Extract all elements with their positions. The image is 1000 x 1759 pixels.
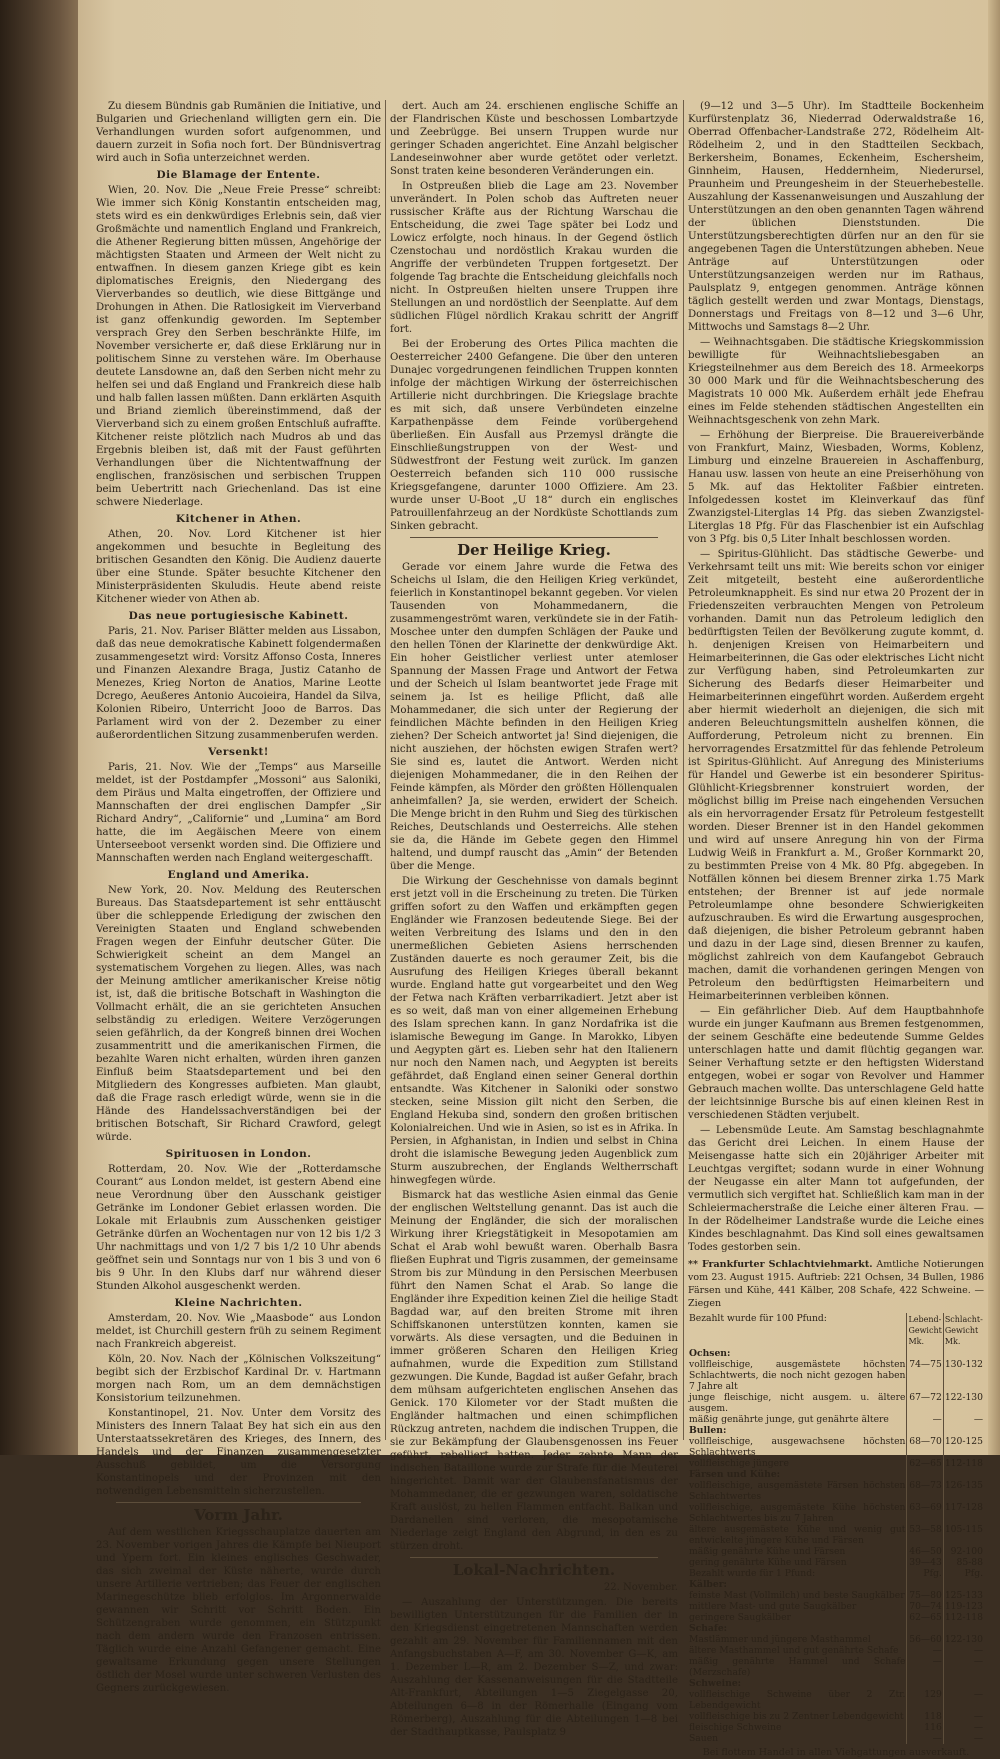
price-slaughter-weight: 130-132 — [943, 1359, 984, 1392]
price-live-weight: 39—43 — [907, 1557, 943, 1568]
article-versenkt: Paris, 21. Nov. Wie der „Temps“ aus Marseille meldet, ist der Postdampfer „Mossoni“ aus Saloniki, dem Piräus und Malta eingetroffen, der Offiziere und Mannschaften der drei englischen Dampfer „Sir Richard Andry“, „Californie“ und „Lumina“ am Bord hatte, die im Aegäischen Meere von einem Unterseeboot versenkt worden sind. Die Offiziere und Mannschaften werden nach England weitergeschafft. — [96, 762, 381, 864]
price-row — [688, 1656, 984, 1678]
price-row — [688, 1546, 984, 1557]
price-row — [688, 1392, 984, 1414]
price-live-weight: — — [907, 1656, 943, 1678]
price-row — [688, 1524, 984, 1546]
price-category-row — [688, 1579, 984, 1590]
price-row-label: ältere ausgemästete Kühe und wenig gut entwickelte jüngere Kühe und Färsen — [689, 1524, 906, 1546]
article-heilige-krieg-1: Gerade vor einem Jahre wurde die Fetwa des Scheichs ul Islam, die den Heiligen Krieg verkündet, feierlich in Konstantinopel bekannt gegeben. Vor vielen Tausenden von Mohammedanern, die zusammengeströmt waren, verkündete sie in der Fatih-Moschee unter den dumpfen Schlägen der Pauke und den hellen Tönen der Klarinette der denkwürdige Akt. Ein hoher Geistlicher verliest unter atemloser Spannung der Massen Frage und Antwort der Fetwa und der Scheich ul Islam beantwortet jede Frage mit seinem ja. Ist es heilige Pflicht, daß alle Mohammedaner, die sich unter der Regierung der feindlichen Mächte befinden in den Heiligen Krieg ziehen? Der Scheich antwortet ja! Sind diejenigen, die nicht ausziehen, der höchsten ewigen Strafen wert? Sie sind es, lautet die Antwort. Werden nicht diejenigen Mohammedaner, die in den Reihen der Feinde kämpfen, als Mörder den größten Höllenqualen anheimfallen? Ja, sie werden, erwidert der Scheich. Die Menge bricht in den Ruhm und Sieg des türkischen Reiches, Deutschlands und Oesterreichs. Alle stehen sie da, die Hände im Gebete gegen den Himmel haltend, und dumpf rauscht das „Amin“ der Betenden über die Menge. — [390, 562, 678, 872]
price-slaughter-weight — [943, 1623, 984, 1634]
article-blamage-entente: Wien, 20. Nov. Die „Neue Freie Presse“ schreibt: Wie immer sich König Konstantin entscheiden mag, stets wird es ein denkwürdiges Erlebnis sein, daß vier Großmächte und namentlich England und Frankreich, die Athener Regierung bitten müssen, Angehörige der mächtigsten Staaten und Armeen der Welt nicht zu entwaffnen. In diesem ganzen Kriege gibt es kein diplomatisches Ereignis, den Niedergang des Vierverbandes so deutlich, wie diese Bittgänge und Drohungen in Athen. Die Ratlosigkeit im Vierverband ist ganz offenkundig geworden. Im September versprach Grey den Serben beschränkte Hilfe, im November versicherte er, daß diese Erklärung nur in politischem Sinne zu verstehen wäre. Im Oberhause deutete Lansdowne an, daß den Serben nicht mehr zu helfen sei und daß England und Frankreich diese halb und halb fallen lassen müßten. Dann erklärten Asquith und Briand ziemlich übereinstimmend, daß der Vierverband sich zu einem großen Entschluß aufraffte. Kitchener reiste plötzlich nach Mudros ab und das Ergebnis bleiben ist, daß mit der Faust geführten Verhandlungen über die Nichtentwaffnung der englischen, französischen und serbischen Truppen beim Uebertritt nach Griechenland. Das ist eine schwere Niederlage. — [96, 185, 381, 508]
vorm-jahr-pilica: Bei der Eroberung des Ortes Pilica machten die Oesterreicher 2400 Gefangene. Die über den unteren Dunajec vorgedrungenen feindlichen Truppen konnten infolge der mächtigen Wirkung der österreichischen Artillerie nicht durchbringen. Die Kriegslage brachte es mit sich, daß unsere Verbündeten einzelne Karpathenpässe dem Feinde vorübergehend überließen. Ein Ausfall aus Przemysl drängte die Einschließungstruppen von der West- und Südwestfront der Festung weit zurück. Im ganzen Oesterreich befanden sich 110 000 russische Kriegsgefangene, darunter 1000 Offiziere. Am 23. wurde unser U-Boot „U 18“ durch ein englisches Patrouillenfahrzeug an der Nordküste Schottlands zum Sinken gebracht. — [390, 339, 678, 532]
price-category-row — [688, 1348, 984, 1359]
price-slaughter-weight: — — [943, 1722, 984, 1733]
price-slaughter-weight: 120-125 — [943, 1436, 984, 1458]
price-row-label: vollfleischige, ausgemästete höchsten Schlachtwerts, die noch nicht gezogen haben 7 Jahre alt — [689, 1359, 906, 1392]
heading-spirituosen-london: Spirituosen in London. — [165, 1148, 312, 1160]
price-slaughter-weight: 112-118 — [944, 1612, 983, 1623]
price-live-weight — [907, 1678, 943, 1689]
price-row-label: mäßig genährte Kühe und Färsen — [689, 1546, 846, 1557]
price-live-weight: 62—65 — [907, 1612, 943, 1623]
price-row — [688, 1359, 984, 1392]
heading-portuguese-cabinet: Das neue portugiesische Kabinett. — [128, 610, 349, 622]
price-slaughter-weight: — — [943, 1733, 984, 1744]
heading-blamage-entente: Die Blamage der Entente. — [156, 169, 321, 181]
article-lebensmuede-leute: — Lebensmüde Leute. Am Samstag beschlagnahmte das Gericht drei Leichen. In einem Hause der Meisengasse hatte sich ein 20jähriger Arbeiter mit Leuchtgas vergiftet; sodann wurde in einer Wohnung der Neugasse ein alter Mann tot aufgefunden, der vermutlich sich vergiftet hat. Schließlich kam man in der Schleiermacherstraße die Leiche einer älteren Frau. — In der Rödelheimer Landstraße wurde die Leiche eines Kindes beschlagnahmt. Das Kind soll eines gewaltsamen Todes gestorben sein. — [688, 1125, 984, 1253]
price-slaughter-weight — [943, 1579, 984, 1590]
price-slaughter-weight: 105-115 — [943, 1524, 984, 1546]
price-row — [688, 1733, 984, 1744]
news-item-amsterdam: Amsterdam, 20. Nov. Wie „Maasbode“ aus London meldet, ist Churchill gestern früh zu seinem Regiment nach Frankreich abgereist. — [96, 1313, 381, 1350]
newspaper-page — [78, 0, 1000, 1758]
lokal-dateline: 22. November. — [603, 1582, 678, 1593]
price-slaughter-weight: 119-123 — [944, 1601, 983, 1612]
news-item-konstantinopel: Konstantinopel, 21. Nov. Unter dem Vorsitz des Ministers des Innern Talaat Bey hat sich ein aus den Unterstaatssekretären des Krieges, des Innern, des Handels und der Finanzen zusammengesetzter Ausschuß gebildet, um die Versorgung Konstantinopels und der Provinzen mit den notwendigen Lebensmitteln sicherzustellen. — [96, 1408, 381, 1497]
column-2 — [390, 100, 678, 1738]
price-live-weight: — — [907, 1645, 943, 1656]
price-row-label: Ochsen: — [689, 1348, 731, 1359]
price-slaughter-weight: 92-100 — [943, 1546, 984, 1557]
article-portuguese-cabinet: Paris, 21. Nov. Pariser Blätter melden aus Lissabon, daß das neue demokratische Kabinett folgendermaßen zusammengesetzt wird: Vorsitz Affonso Costa, Inneres und Finanzen Alexandre Braga, Justiz Catanho de Menezes, Krieg Norton de Anatios, Marine Leotte Dcrego, Aeußeres Antonio Aucoieira, Handel da Silva, Kolonien Ribeiro, Unterricht Jooo de Barros. Das Parlament wird von der 2. Dezember zu einer außerordentlichen Sitzung zusammenberufen werden. — [96, 626, 381, 741]
heading-kitchener-athen: Kitchener in Athen. — [175, 513, 302, 525]
price-live-weight: 74—75 — [907, 1359, 943, 1392]
heading-heilige-krieg: Der Heilige Krieg. — [457, 541, 611, 559]
price-live-weight: 63—69 — [907, 1502, 943, 1524]
column-3 — [688, 100, 984, 1758]
price-slaughter-weight: 126-135 — [943, 1480, 984, 1502]
price-row — [688, 1689, 984, 1711]
price-category-row — [688, 1678, 984, 1689]
price-row-label: vollfleischige Schweine über 2 Ztr. Lebendgewicht — [689, 1689, 906, 1711]
price-slaughter-weight: — — [943, 1689, 984, 1711]
price-slaughter-weight — [943, 1425, 984, 1436]
price-row-label: fleischige Schweine — [689, 1722, 782, 1733]
price-row — [688, 1480, 984, 1502]
price-row-label: vollfleischige jüngere — [689, 1458, 789, 1469]
price-live-weight: — — [907, 1733, 943, 1744]
price-row-label: gering genährte Kühe und Färsen — [689, 1557, 847, 1568]
price-row-label: mäßig genährte junge, gut genährte ältere — [689, 1414, 889, 1425]
vorm-jahr-continued: dert. Auch am 24. erschienen englische Schiffe an der Flandrischen Küste und beschossen Lombartzyde und Zeebrügge. Bei unsern Truppen wurde nur geringer Schaden angerichtet. Eine Anzahl belgischer Landeseinwohner aber wurde getötet oder verletzt. Sonst traten keine besonderen Veränderungen ein. — [390, 101, 678, 177]
price-row — [688, 1590, 984, 1601]
price-row — [688, 1722, 984, 1733]
page-edge — [988, 0, 1000, 1455]
price-slaughter-weight — [943, 1678, 984, 1689]
price-slaughter-weight: — — [943, 1656, 984, 1678]
unterstuetzungen-continued: (9—12 und 3—5 Uhr). Im Stadtteile Bockenheim Kurfürstenplatz 36, Niederrad Oderwaldstraße 16, Oberrad Offenbacher-Landstraße 272, Rödelheim Alt-Rödelheim 2, und in den Stadtteilen Seckbach, Berkersheim, Bonames, Eckenheim, Eschersheim, Ginnheim, Hausen, Heddernheim, Niederursel, Praunheim und Preungesheim in der Steuerhebestelle. Auszahlung der Kassenanweisungen und Auszahlung der Unterstützungen an den oben genannten Tagen während der üblichen Dienststunden. Die Unterstützungsberechtigten dürfen nur an den für sie angegebenen Tagen die Unterstützungen abheben. Neue Anträge auf Unterstützungen oder Unterstützungsanzeigen werden nur im Rathaus, Paulsplatz 9, entgegen genommen. Anträge können täglich gestellt werden und zwar Montags, Dienstags, Donnerstags und Freitags von 8—12 und 3—6 Uhr, Mittwochs und Samstags 8—2 Uhr. — [688, 101, 984, 333]
article-vorm-jahr: Auf dem westlichen Kriegsschauplatze dauerten am 23. November vorigen Jahres die Kämpfe bei Nieuport und Ypern fort. Ein kleines englisches Geschwader, das sich zweimal der Küste näherte, wurde durch unsere Artillerie vertrieben; das Feuer der englischen Marinegeschütze blieb erfolglos. Im Argonnerwalde gewannen wir Schritt vor Schritt Boden. Ein Schützengraben wurde genommen, ein Stützpunkt nach dem andern wurde den Franzosen entrissen. Täglich wurde eine Anzahl Gefangener gemacht. Eine gewaltsame Erkundung gegen unsere Stellungen östlich der Mosel wurde unter schweren Verlusten des Gegners zurückgewiesen. — [96, 1527, 381, 1694]
heading-versenkt: Versenkt! — [208, 746, 269, 758]
article-england-amerika: New York, 20. Nov. Meldung des Reuterschen Bureaus. Das Staatsdepartement ist sehr enttäuscht über die schleppende Erledigung der zwischen den Vereinigten Staaten und England schwebenden Fragen wegen der Einfuhr deutscher Güter. Die Schwierigkeit scheint an dem Mangel an systematischem Vorgehen zu liegen. Alles, was nach der Meinung amtlicher amerikanischer Kreise nötig ist, ist, daß die britische Botschaft in Washington die Vollmacht erhält, die an sie gerichteten Ansuchen selbständig zu erledigen. Weitere Verzögerungen seien gefährlich, da der Kongreß binnen drei Wochen zusammentritt und die amerikanischen Firmen, die bezahlte Waren nicht erhalten, würden ihren ganzen Einfluß beim Staatsdepartement und bei den Mitgliedern des Kongresses aufbieten. Man glaubt, daß die Frage rasch erledigt würde, wenn sie in die Hände des Handelssachverständigen bei der britischen Botschaft, Sir Richard Crawford, gelegt würde. — [96, 885, 381, 1143]
price-row-label: Schafe: — [689, 1623, 728, 1634]
price-live-weight — [907, 1579, 943, 1590]
news-item-koeln: Köln, 20. Nov. Nach der „Kölnischen Volkszeitung“ begibt sich der Erzbischof Kardinal Dr. v. Hartmann morgen nach Rom, um an dem demnächstigen Konsistorium teilzunehmen. — [96, 1354, 381, 1404]
price-row-label: mittlere Mast- und gute Saugkälber — [689, 1601, 857, 1612]
price-row-label: junge fleischige, nicht ausgem. u. ältere ausgem. — [689, 1392, 906, 1414]
price-row — [688, 1557, 984, 1568]
price-row — [688, 1502, 984, 1524]
price-live-weight — [907, 1623, 943, 1634]
price-slaughter-weight — [943, 1348, 984, 1359]
article-spirituosen-london: Rotterdam, 20. Nov. Wie der „Rotterdamsche Courant“ aus London meldet, ist gestern Abend eine neue Verordnung über den Ausschank geistiger Getränke im Londoner Gebiet erlassen worden. Die Lokale mit Erlaubnis zum Ausschenken geistiger Getränke dürfen an Wochentagen nur von 12 bis 1/2 3 Uhr nachmittags und von 1/2 7 bis 1/2 10 Uhr abends geöffnet sein und Sonntags nur von 1 bis 3 und von 6 bis 9 Uhr. In den Klubs darf nur während dieser Stunden Alkohol ausgeschenkt werden. — [96, 1164, 381, 1292]
market-report-header — [688, 1258, 984, 1310]
vorm-jahr-ostpreussen: In Ostpreußen blieb die Lage am 23. November unverändert. In Polen schob das Auftreten neuer russischer Kräfte aus der Richtung Warschau die Entscheidung, die zwei Tage später bei Lodz und Lowicz erfolgte, noch hinaus. In der Gegend östlich Czenstochau und nordöstlich Krakau wurden die Angriffe der verbündeten Truppen fortgesetzt. Der folgende Tag brachte die Entscheidung gleichfalls noch nicht. In Ostpreußen hielten unsere Truppen ihre Stellungen an und nordöstlich der Seenplatte. Auf dem südlichen Flügel nördlich Krakau schritt der Angriff fort. — [390, 181, 678, 335]
price-live-weight: — — [907, 1414, 943, 1425]
price-row — [688, 1634, 984, 1645]
article-spiritus-gluehlicht: — Spiritus-Glühlicht. Das städtische Gewerbe- und Verkehrsamt teilt uns mit: Wie bereits schon vor einiger Zeit mitgeteilt, besteht eine außerordentliche Petroleumknappheit. Es sind nur etwa 20 Prozent der in Friedenszeiten verbrauchten Mengen von Petroleum vorhanden. Damit nun das Petroleum lediglich den bedürftigsten Teilen der Bevölkerung zugute kommt, d. h. denjenigen Kreisen von Heimarbeitern und Heimarbeiterinnen, die Gas oder elektrisches Licht nicht zur Verfügung haben, sind Petroleumkarten zur Sicherung des Bedarfs dieser Heimarbeiter und Heimarbeiterinnen eingeführt worden. Außerdem ergeht aber hiermit wiederholt an diejenigen, die sich mit anderen Beleuchtungsmitteln aushelfen können, die Aufforderung, Petroleum nicht zu brennen. Ein hervorragendes Ersatzmittel für das fehlende Petroleum ist Spiritus-Glühlicht. Auf Anregung des Ministeriums für Handel und Gewerbe ist ein besonderer Spiritus-Glühlicht-Kriegsbrenner konstruiert worden, der möglichst billig im Preise nach eingehenden Versuchen als ein hervorragender Ersatz für Petroleum festgestellt worden. Dieser Brenner ist in den Handel gekommen und wird auf unsere Anregung hin von der Firma Ludwig Weiß in Frankfurt a. M., Großer Kornmarkt 20, zu bestimmten Preise von 4 Mk. 80 Pfg. abgegeben. In Notfällen können bei diesem Brenner zirka 1.75 Mark entstehen; der Brenner ist auf jede normale Petroleumlampe ohne besondere Schwierigkeiten aufzuschrauben. Es wird die Erwartung ausgesprochen, daß diejenigen, die bisher Petroleum gebrannt haben und dazu in der Lage sind, diesen Brenner zu kaufen, möglichst zahlreich von dem Kaufangebot Gebrauch machen, damit die vorhandenen geringen Mengen von Petroleum den bedürftigsten Heimarbeitern und Heimarbeiterinnen verbleiben können. — [688, 549, 984, 1002]
heading-vorm-jahr: Vorm Jahr. — [194, 1506, 283, 1524]
price-category-row — [688, 1425, 984, 1436]
price-live-weight: 116 — [907, 1722, 943, 1733]
article-heilige-krieg-2: Die Wirkung der Geschehnisse von damals beginnt erst jetzt voll in die Erscheinung zu treten. Die Türken griffen sofort zu den Waffen und erkämpften gegen Engländer wie Franzosen bedeutende Siege. Bei der weiten Verbreitung des Islams und den in den unermeßlichen Gebieten Asiens herrschenden Zuständen dauerte es noch geraumer Zeit, bis die Ausrufung des Heiligen Krieges überall bekannt wurde. England hatte gut vorgearbeitet und den Weg der Fetwa nach Kräften verbarrikadiert. Jetzt aber ist es so weit, daß man von einer allgemeinen Erhebung des Islam sprechen kann. In ganz Nordafrika ist die islamische Bewegung im Gange. In Marokko, Libyen und Aegypten gärt es. Lieben sehr hat den Italienern nur noch den Namen nach, und Aegypten ist bereits gefährdet, daß England einen seiner General dorthin entsandte. Was Kitchener in Saloniki oder sonstwo stecken, seine Mission gilt nicht den Serben, die England Hekuba sind, sondern den großen britischen Kolonialreichen. Und wie in Asien, so ist es in Afrika. In Persien, in Afghanistan, in Indien und selbst in China droht die islamische Bewegung jeden Augenblick zum Sturm auszubrechen, der Englands Weltherrschaft hinwegfegen würde. — [390, 876, 678, 1186]
price-table-subhead: Bezahlt wurde für 100 Pfund: — [689, 1313, 827, 1324]
heading-lokal-nachrichten: Lokal-Nachrichten. — [452, 1561, 616, 1579]
column-1 — [96, 100, 381, 1694]
price-row-label: ältere Masthammel und gut genährte Schafe — [689, 1645, 899, 1656]
price-slaughter-weight: — — [943, 1711, 984, 1722]
price-row — [688, 1645, 984, 1656]
market-footer: Bei flottem Handel in allen Viehgattungen ausverkauft. — [702, 1747, 970, 1758]
price-row — [688, 1711, 984, 1722]
section-separator — [410, 537, 658, 538]
column-rule-right — [683, 100, 684, 1440]
price-row-label: Kälber: — [689, 1579, 727, 1590]
price-live-weight: 68—73 — [907, 1480, 943, 1502]
article-weihnachtsgaben: — Weihnachtsgaben. Die städtische Kriegskommission bewilligte für Weihnachtsliebesgaben an Kriegsteilnehmer aus dem Bereich des 18. Armeekorps 30 000 Mark und für die Weihnachtsbescherung des Magistrats 10 000 Mk. Außerdem erhält jede Ehefrau eines im Felde stehenden städtischen Angestellten ein Weihnachtsgeschenk von zehn Mark. — [688, 337, 984, 426]
price-row-label: Färsen und Kühe: — [689, 1469, 781, 1480]
cattle-price-table — [688, 1313, 984, 1744]
price-slaughter-weight: 122-130 — [943, 1392, 984, 1414]
price-live-weight: 75—80 — [907, 1590, 943, 1601]
price-live-weight: 118 — [907, 1711, 943, 1722]
price-live-weight: 46—50 — [907, 1546, 943, 1557]
alliance-article-ending: Zu diesem Bündnis gab Rumänien die Initiative, und Bulgarien und Griechenland willigten gern ein. Die Verhandlungen wurden sofort aufgenommen, und dauern zurzeit in Sofia noch fort. Der Bündnisvertrag wird auch in Sofia unterzeichnet werden. — [96, 101, 381, 164]
price-live-weight: 129 — [907, 1689, 943, 1711]
price-slaughter-weight: 117-128 — [943, 1502, 984, 1524]
price-live-weight — [907, 1425, 943, 1436]
article-unterstuetzungen: — Auszahlung der Unterstützungen. Die bereits bewilligten Unterstützungen für die Familien der in den Kriegsdienst eingetretenen Mannschaften werden gezahlt am 29. November für Familiennamen mit den Anfangsbuchstaben A—F, am 30. November G—K, am 1. Dezember L—R, am 2. Dezember S—Z, und zwar: Auszahlung der Kassenanweisungen für die Stadtteile Alt-Frankfurt, Abteilungen 1—5 Ziegelgasse 20, Abteilungen 6—8 in der Römerhalle (Eingang vom Römerberg), Auszahlung für die Abteilungen 1—8 bei der Stadthauptkasse, Paulsplatz 9 — [390, 1597, 678, 1738]
heading-kleine-nachrichten: Kleine Nachrichten. — [174, 1297, 303, 1309]
price-slaughter-weight — [943, 1469, 984, 1480]
price-row-label: Bullen: — [689, 1425, 727, 1436]
price-row — [688, 1458, 984, 1469]
price-slaughter-weight: 85-88 — [943, 1557, 984, 1568]
price-slaughter-weight: 125-133 — [944, 1590, 983, 1601]
article-bierpreise: — Erhöhung der Bierpreise. Die Brauereiverbände von Frankfurt, Mainz, Wiesbaden, Worms, Koblenz, Limburg und einzelne Brauereien in Aschaffenburg, Hanau usw. lassen von heute an eine Preiserhöhung von 5 Mk. auf das Hektoliter Faßbier eintreten. Infolgedessen kostet im Kleinverkauf das fünf Zwanzigstel-Literglas 14 Pfg. das sieben Zwanzigstel-Literglas 18 Pfg. Für das Flaschenbier ist ein Aufschlag von 3 Pfg. bis 0,5 Liter Inhalt beschlossen worden. — [688, 430, 984, 545]
price-row-label: vollfleischige bis zu 2 Zentner Lebendgewicht — [689, 1711, 904, 1722]
price-row — [688, 1436, 984, 1458]
price-category-row — [688, 1623, 984, 1634]
price-row-label: Sauen — [689, 1733, 719, 1744]
article-heilige-krieg-3: Bismarck hat das westliche Asien einmal das Genie der englischen Weltstellung genannt. Das ist auch die Meinung der Engländer, die sich der moralischen Wirkung ihrer Kriegstätigkeit in Mesopotamien am Schat el Arab wohl bewußt waren. Oberhalb Basra fließen Euphrat und Tigris zusammen, der gemeinsame Strom bis zur Mündung in den Persischen Meerbusen führt den Namen Schat el Arab. So lange die Engländer ihre Expedition keinen Ziel die heilige Stadt Bagdad war, auf den breiten Strome mit ihren Schiffskanonen unterstützen konnten, kamen sie vorwärts. Als diese versagten, und die Beduinen in immer größeren Scharen den Heiligen Krieg aufnahmen, wurde die Expedition zum Stillstand gezwungen. Die Kunde, Bagdad ist außer Gefahr, brach dem mühsam aufgerichteten englischen Ansehen das Genick. 170 Kilometer vor der Stadt mußten die Engländer haltmachen und einen schimpflichen Rückzug antreten, nachdem die indischen Truppen, die sie zur Bekämpfung der Glaubensgenossen ins Feuer geführt, rebelliert hatten. Jeder zehnte Mann der indischen Bataillone wurde zur Strafe für die Meuterei hingerichtet. Damit war der Glaubensfanatismus der Mohammedaner, die er gezwungen waren, soldatische Kraft auslöst, zu hellen Flammen entfacht. Balkan und Dardanellen sind verloren, die mesopotamische Niederlage zeigt England den Abgrund, in den es zu stürzen droht. — [390, 1190, 678, 1552]
price-row-label: vollfleischige, ausgemästete Kühe höchsten Schlachtwertes bis zu 7 Jahren — [689, 1502, 906, 1524]
price-live-weight: 70—74 — [907, 1601, 943, 1612]
price-row — [688, 1612, 984, 1623]
market-report-title: ** Frankfurter Schlachtviehmarkt. — [688, 1259, 873, 1270]
price-table-header-row — [688, 1313, 984, 1348]
price-live-weight: 68—70 — [907, 1436, 943, 1458]
price-slaughter-weight: 122-130 — [944, 1634, 983, 1645]
price-row-label: vollfleischige, ausgemästete Färsen höchsten Schlachtwertes — [689, 1480, 906, 1502]
article-kitchener-athen: Athen, 20. Nov. Lord Kitchener ist hier angekommen und besuchte in Begleitung des britischen Gesandten den König. Die Audienz dauerte über eine Stunde. Später besuchte Kitchener den Ministerpräsidenten Skuludis. Heute abend reiste Kitchener wieder von Athen ab. — [96, 529, 381, 605]
slaughter-weight-header: Schlacht-Gewicht Mk. — [944, 1315, 983, 1346]
price-row — [688, 1414, 984, 1425]
price-live-weight: 56—60 — [907, 1634, 943, 1645]
section-separator — [116, 1502, 361, 1503]
price-table-subhead: Bezahlt wurde für 1 Pfund: — [689, 1568, 816, 1579]
heading-england-amerika: England und Amerika. — [167, 869, 310, 881]
price-table-subhead-row — [688, 1568, 984, 1579]
article-gefaehrlicher-dieb: — Ein gefährlicher Dieb. Auf dem Hauptbahnhofe wurde ein junger Kaufmann aus Bremen festgenommen, der seinem Geschäfte eine bedeutende Summe Geldes unterschlagen hatte und damit flüchtig gegangen war. Seiner Verhaftung setzte er den heftigsten Widerstand entgegen, wobei er sogar von Revolver und Hammer Gebrauch machen wollte. Das unterschlagene Geld hatte der leichtsinnige Bursche bis auf einen kleinen Rest in verschiedenen Städten verjubelt. — [688, 1006, 984, 1121]
price-row — [688, 1601, 984, 1612]
price-row-label: mäßig genährte Hammel und Schafe (Merzschafe) — [689, 1656, 906, 1678]
price-row-label: Schweine: — [689, 1678, 742, 1689]
price-unit-label: Pfg. — [943, 1568, 984, 1579]
price-row-label: vollfleischige, ausgewachsene höchsten Schlachtwerts — [689, 1436, 906, 1458]
live-weight-header: Lebend-Gewicht Mk. — [908, 1315, 942, 1346]
price-slaughter-weight: 112-118 — [944, 1458, 983, 1469]
book-spine-binding — [0, 0, 80, 1455]
section-separator — [410, 1557, 658, 1558]
price-row-label: feinste Mast (Vollmilch) und beste Saugkälber — [689, 1590, 905, 1601]
price-live-weight — [907, 1469, 943, 1480]
price-category-row — [688, 1469, 984, 1480]
price-slaughter-weight: — — [943, 1414, 984, 1425]
market-report-intro: Amtliche Notierungen vom 23. August 1915. Auftrieb: 221 Ochsen, 34 Bullen, 1986 Färsen und Kühe, 441 Kälber, 208 Schafe, 422 Schweine. — Ziegen — [688, 1259, 984, 1309]
price-table-body — [688, 1348, 984, 1744]
price-live-weight: 53—58 — [907, 1524, 943, 1546]
price-unit-label: Pfg. — [907, 1568, 943, 1579]
price-row-label: geringere Saugkälber — [689, 1612, 791, 1623]
price-live-weight: 62—65 — [907, 1458, 943, 1469]
price-slaughter-weight: — — [943, 1645, 984, 1656]
column-rule-left — [385, 100, 386, 1440]
price-live-weight: 67—72 — [907, 1392, 943, 1414]
price-live-weight — [907, 1348, 943, 1359]
price-row-label: Mastlämmer und jüngere Masthammel — [689, 1634, 871, 1645]
